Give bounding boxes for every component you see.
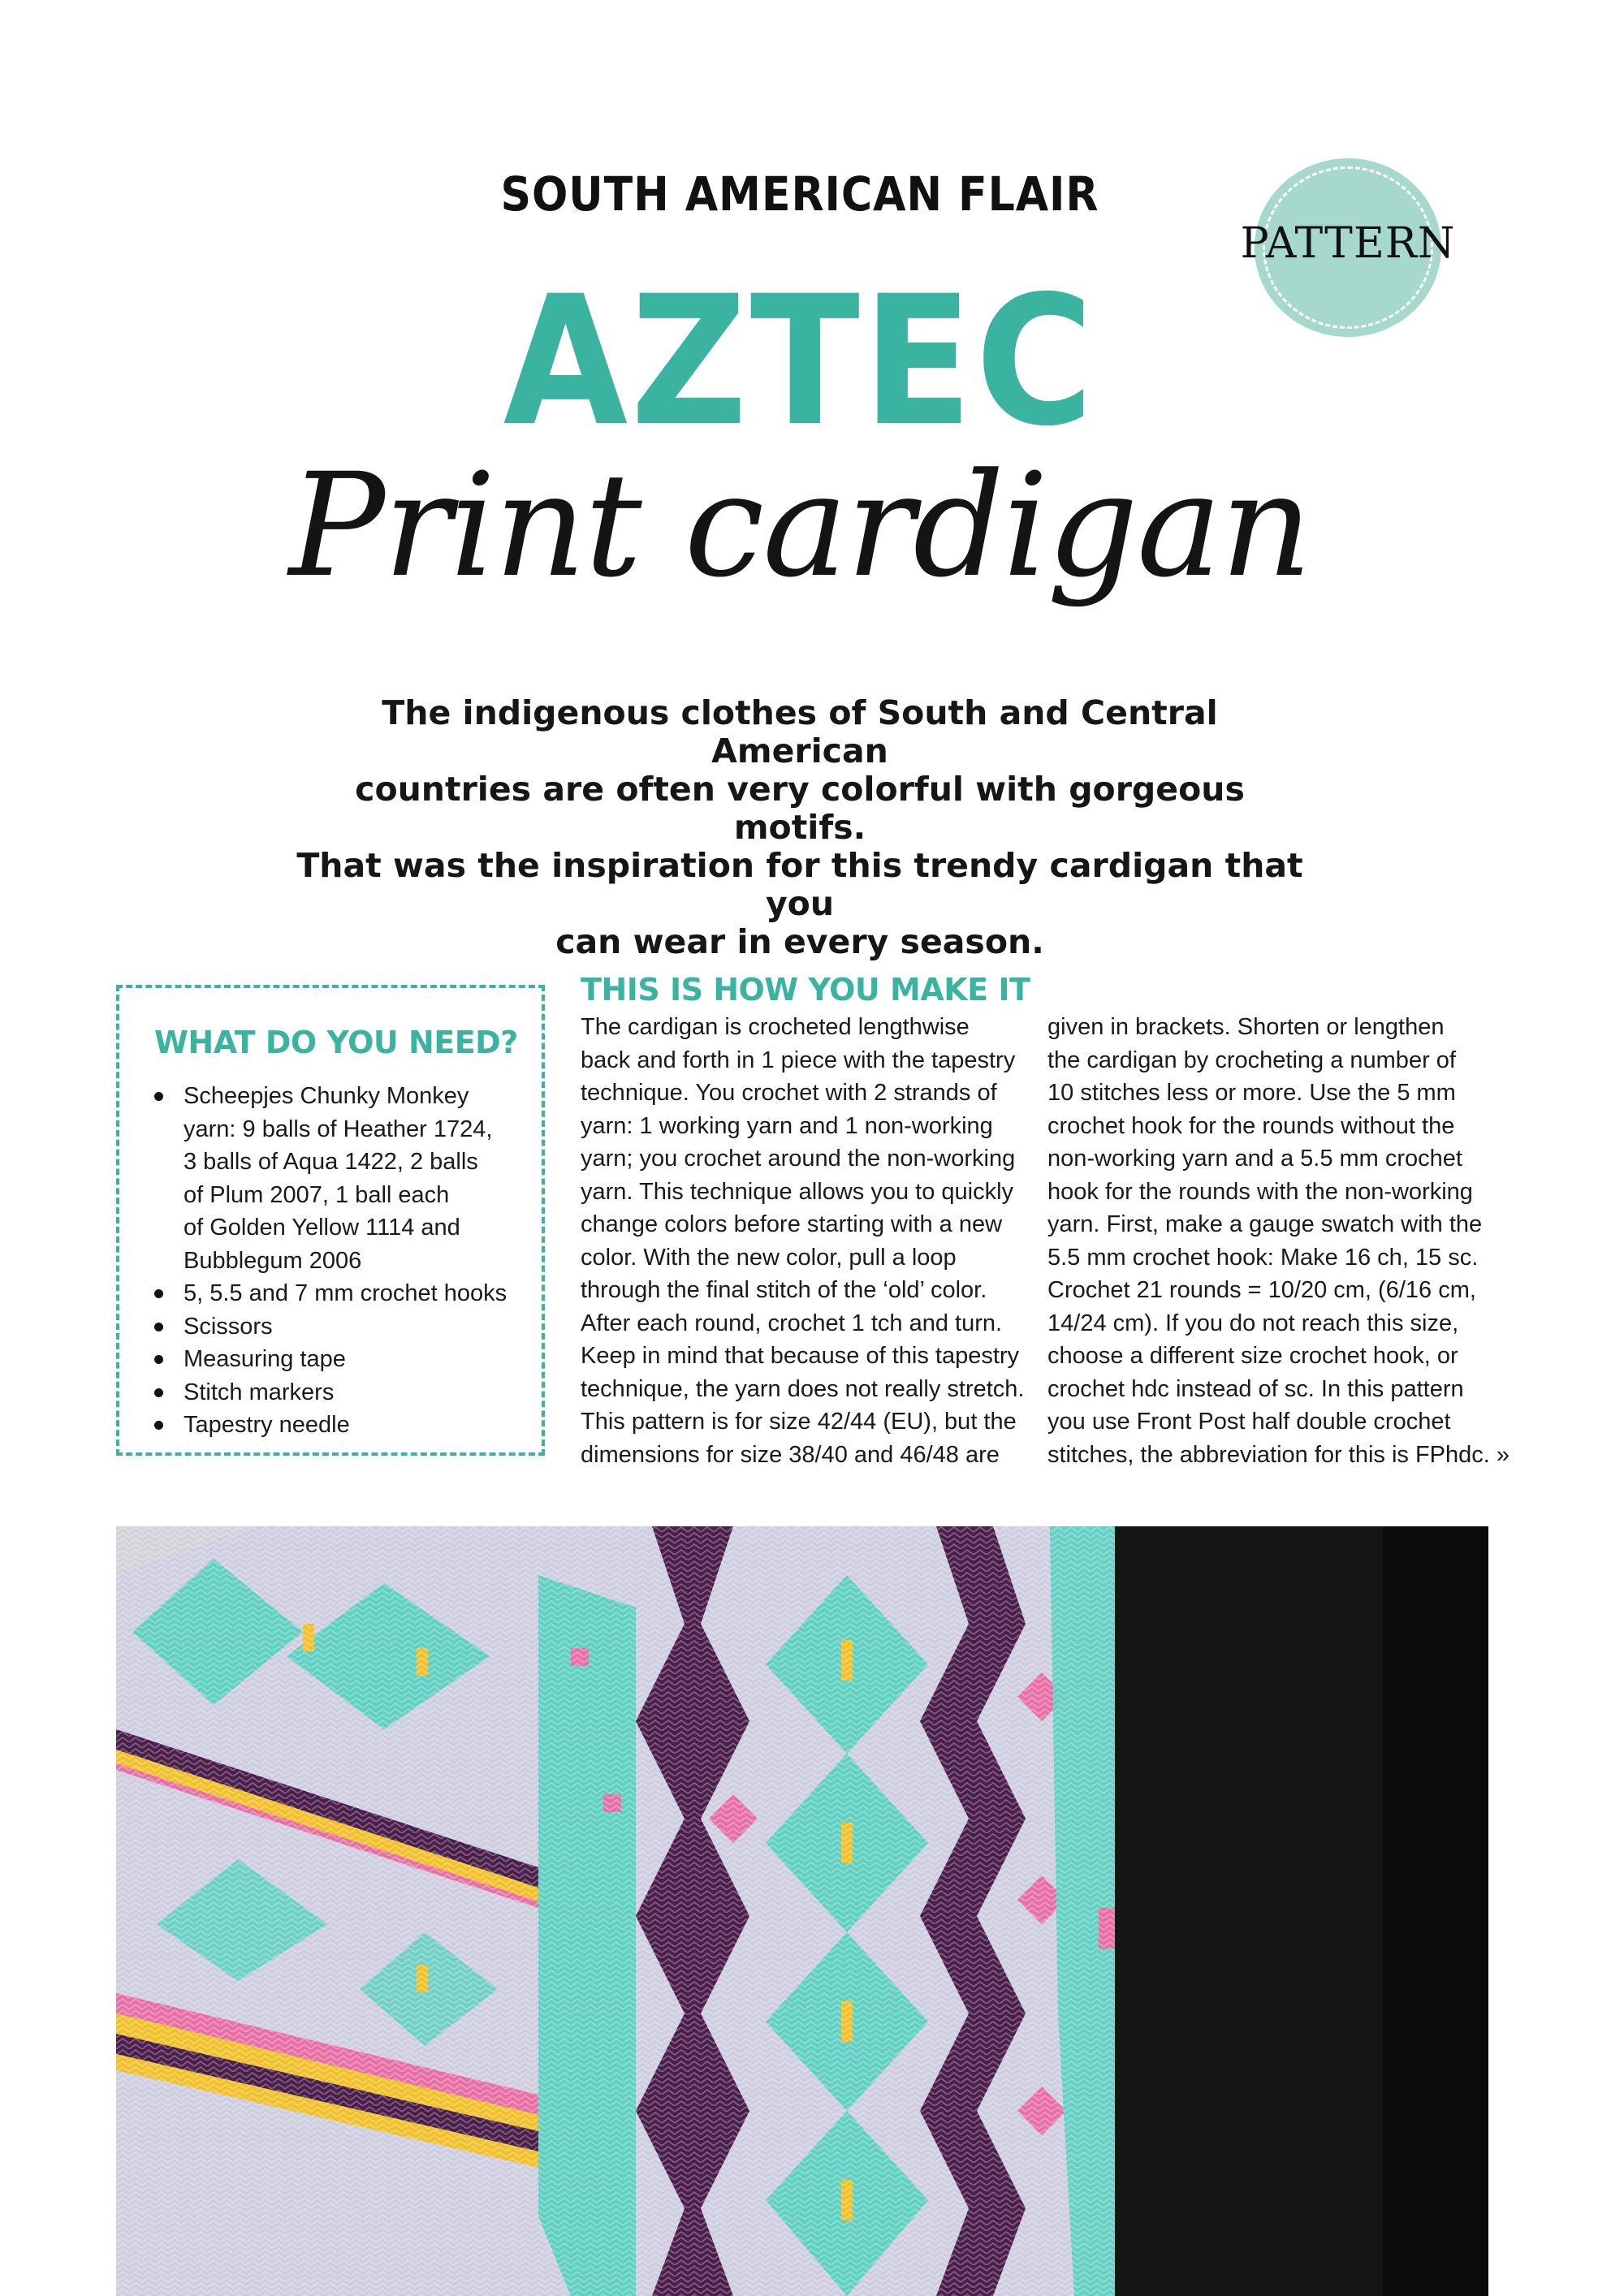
bullet-icon	[154, 1355, 163, 1364]
body-line: yarn; you crochet around the non-working	[581, 1146, 1016, 1172]
bullet-icon	[154, 1421, 163, 1430]
bullet-icon	[154, 1388, 163, 1397]
body-line: The cardigan is crocheted lengthwise	[581, 1014, 970, 1040]
body-line: the cardigan by crocheting a number of	[1047, 1047, 1456, 1073]
body-line: change colors before starting with a new	[581, 1211, 1003, 1237]
body-line: through the final stitch of the ‘old’ color.	[581, 1277, 987, 1303]
needs-list	[154, 1080, 520, 1442]
needs-list-item	[154, 1310, 520, 1344]
needs-item-line: Tapestry needle	[184, 1412, 350, 1438]
needs-item-line: 5, 5.5 and 7 mm crochet hooks	[184, 1280, 508, 1306]
body-line: choose a different size crochet hook, or	[1047, 1343, 1458, 1369]
needs-item-line: yarn: 9 balls of Heather 1724,	[184, 1116, 493, 1142]
body-line: dimensions for size 38/40 and 46/48 are	[581, 1441, 1000, 1468]
needs-item-line: Stitch markers	[184, 1379, 335, 1405]
needs-item-line: of Golden Yellow 1114 and	[184, 1215, 460, 1241]
needs-item-line: Scheepjes Chunky Monkey	[184, 1083, 469, 1109]
body-line: crochet hdc instead of sc. In this pattern	[1047, 1375, 1464, 1402]
body-line: yarn. First, make a gauge swatch with the	[1047, 1211, 1483, 1237]
body-line: given in brackets. Shorten or lengthen	[1047, 1014, 1445, 1040]
pattern-badge-label: PATTERN	[1240, 219, 1456, 268]
bullet-icon	[154, 1289, 163, 1298]
intro-line: The indigenous clothes of South and Central American	[382, 693, 1218, 770]
howto-column-1	[581, 1011, 1035, 1471]
section-kicker: SOUTH AMERICAN FLAIR	[500, 166, 1099, 222]
needs-item-line: Bubblegum 2006	[184, 1247, 362, 1274]
needs-list-item	[154, 1343, 520, 1376]
body-line: color. With the new color, pull a loop	[581, 1244, 957, 1271]
needs-list-item	[154, 1080, 520, 1277]
article-title: AZTEC	[503, 257, 1097, 465]
body-line: yarn: 1 working yarn and 1 non-working	[581, 1112, 993, 1139]
body-line: non-working yarn and a 5.5 mm crochet	[1047, 1146, 1462, 1172]
body-line: 14/24 cm). If you do not reach this size,	[1047, 1310, 1459, 1336]
needs-list-item	[154, 1376, 520, 1409]
body-line: This pattern is for size 42/44 (EU), but the	[581, 1409, 1017, 1435]
body-line: stitches, the abbreviation for this is FPhdc. »	[1047, 1441, 1510, 1468]
howto-title: THIS IS HOW YOU MAKE IT	[581, 972, 1030, 1008]
body-line: Keep in mind that because of this tapestry	[581, 1343, 1020, 1369]
needs-item-line: Scissors	[184, 1313, 273, 1340]
intro-text	[292, 694, 1307, 961]
intro-line: countries are often very colorful with gorgeous motifs.	[355, 770, 1245, 847]
needs-item-line: Measuring tape	[184, 1346, 346, 1372]
body-line: you use Front Post half double crochet	[1047, 1409, 1451, 1435]
body-line: crochet hook for the rounds without the	[1047, 1112, 1455, 1139]
body-line: yarn. This technique allows you to quickly	[581, 1178, 1014, 1205]
body-line: Crochet 21 rounds = 10/20 cm, (6/16 cm,	[1047, 1277, 1476, 1303]
needs-list-item	[154, 1277, 520, 1310]
bullet-icon	[154, 1323, 163, 1331]
body-line: hook for the rounds with the non-working	[1047, 1178, 1473, 1205]
cardigan-photo	[116, 1526, 1488, 2296]
needs-item-line: 3 balls of Aqua 1422, 2 balls	[184, 1149, 478, 1175]
body-line: 10 stitches less or more. Use the 5 mm	[1047, 1080, 1456, 1106]
howto-column-2	[1047, 1011, 1510, 1471]
article-subtitle: Print cardigan	[288, 442, 1311, 609]
body-line: technique, the yarn does not really stretch.	[581, 1375, 1025, 1402]
bullet-icon	[154, 1092, 163, 1101]
needs-item-line: of Plum 2007, 1 ball each	[184, 1181, 450, 1208]
needs-title: WHAT DO YOU NEED?	[154, 1025, 518, 1060]
body-line: 5.5 mm crochet hook: Make 16 ch, 15 sc.	[1047, 1244, 1479, 1271]
body-line: technique. You crochet with 2 strands of	[581, 1080, 997, 1106]
body-line: back and forth in 1 piece with the tapestry	[581, 1047, 1016, 1073]
needs-list-item	[154, 1409, 520, 1442]
intro-line: That was the inspiration for this trendy cardigan that you	[296, 846, 1303, 923]
intro-line: can wear in every season.	[555, 922, 1044, 961]
body-line: After each round, crochet 1 tch and turn.	[581, 1310, 1003, 1336]
